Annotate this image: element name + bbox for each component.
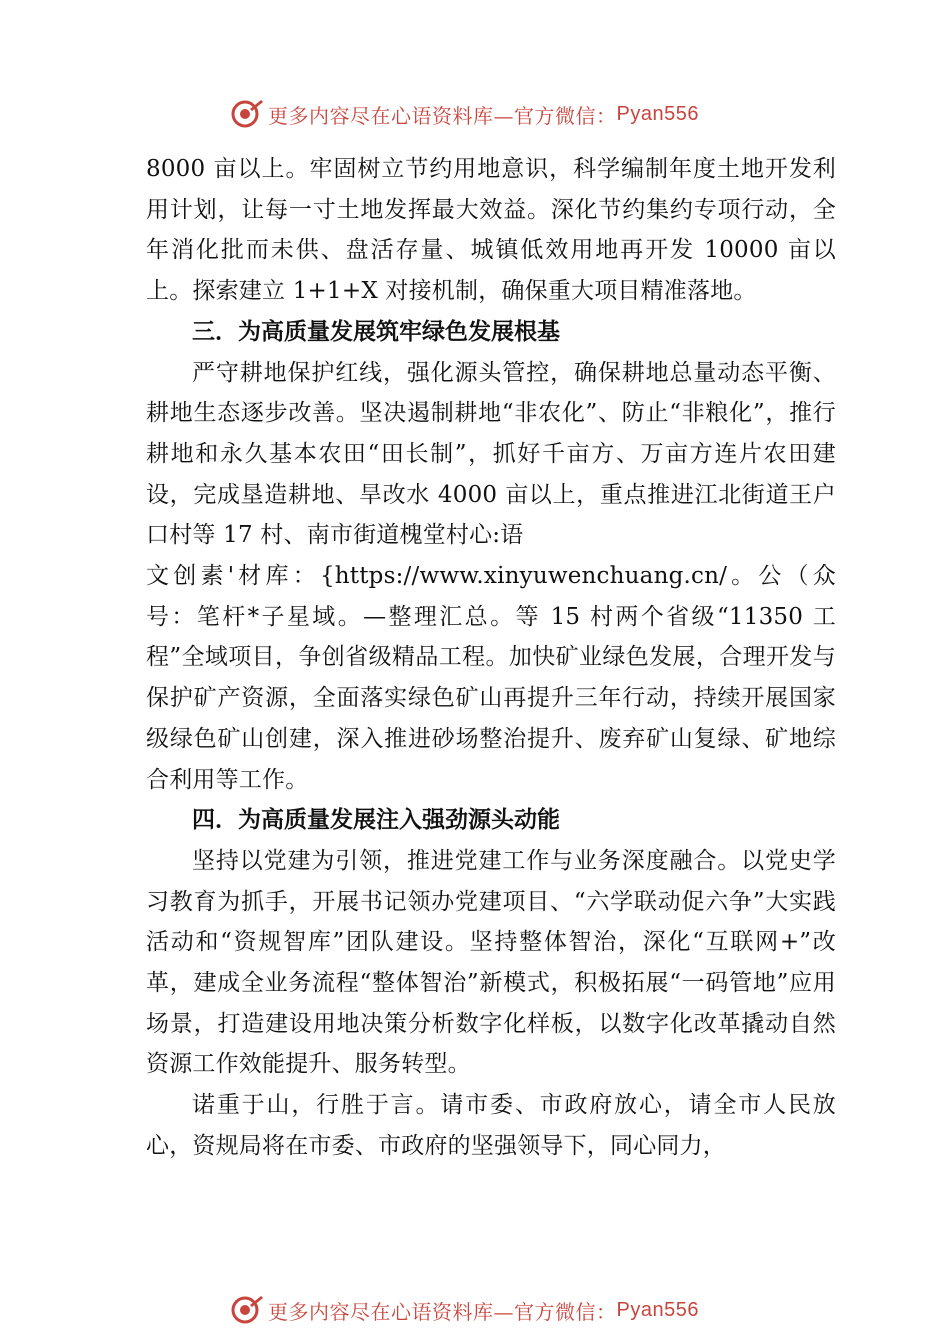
paragraph-3: 坚持以党建为引领，推进党建工作与业务深度融合。以党史学习教育为抓手，开展书记领办党建项目、“六学联动促六争”大实践活动和“资规智库”团队建设。坚持整体智治，深化“互联网+”改革，建成全业务流程“整体智治”新模式，积极拓展“一码管地”应用场景，打造建设用地决策分析数字化样板，以数字化改革撬动自然资源工作效能提升、服务转型。 [146, 847, 836, 1078]
header-banner-id: Pyan556 [616, 102, 699, 125]
paragraph-2a: 严守耕地保护红线，强化源头管控，确保耕地总量动态平衡、耕地生态逐步改善。坚决遏制耕地“非农化”、防止“非粮化”，推行耕地和永久基本农田“田长制”，抓好千亩方、万亩方连片农田建设，完成垦造耕地、旱改水 4000 亩以上，重点推进江北街道王户口村等 17 村、南市街道槐堂村心:语 [146, 359, 836, 549]
paragraph-2b: 文创素'材库：{https://www.xinyuwenchuang.cn/。公（众号：笔杆*子星域。—整理汇总。等 15 村两个省级“11350 工程”全域项目，争创省级精品工程。加快矿业绿色发展，合理开发与保护矿产资源，全面落实绿色矿山再提升三年行动，持续开展国家级绿色矿山创建，深入推进砂场整治提升、废弃矿山复绿、矿地综合利用等工作。 [146, 563, 836, 793]
paragraph-1: 8000 亩以上。牢固树立节约用地意识，科学编制年度土地开发利用计划，让每一寸土地发挥最大效益。深化节约集约专项行动，全年消化批而未供、盘活存量、城镇低效用地再开发 10000 亩以上。探索建立 1+1+X 对接机制，确保重大项目精准落地。 [146, 156, 836, 305]
document-body [146, 149, 836, 1167]
paragraph-4: 诺重于山，行胜于言。请市委、市政府放心，请全市人民放心，资规局将在市委、市政府的坚强领导下，同心同力， [146, 1092, 836, 1159]
header-banner-text: 更多内容尽在心语资料库—官方微信： [268, 103, 617, 128]
section-heading-3: 三．为高质量发展筑牢绿色发展根基 [192, 318, 560, 345]
footer-banner [230, 1292, 750, 1328]
pen-logo-icon [230, 1293, 264, 1327]
header-banner [230, 96, 750, 132]
footer-banner-text: 更多内容尽在心语资料库—官方微信： [268, 1299, 617, 1324]
pen-logo-icon [230, 97, 264, 131]
footer-banner-id: Pyan556 [616, 1298, 699, 1321]
section-heading-4: 四．为高质量发展注入强劲源头动能 [192, 807, 560, 834]
